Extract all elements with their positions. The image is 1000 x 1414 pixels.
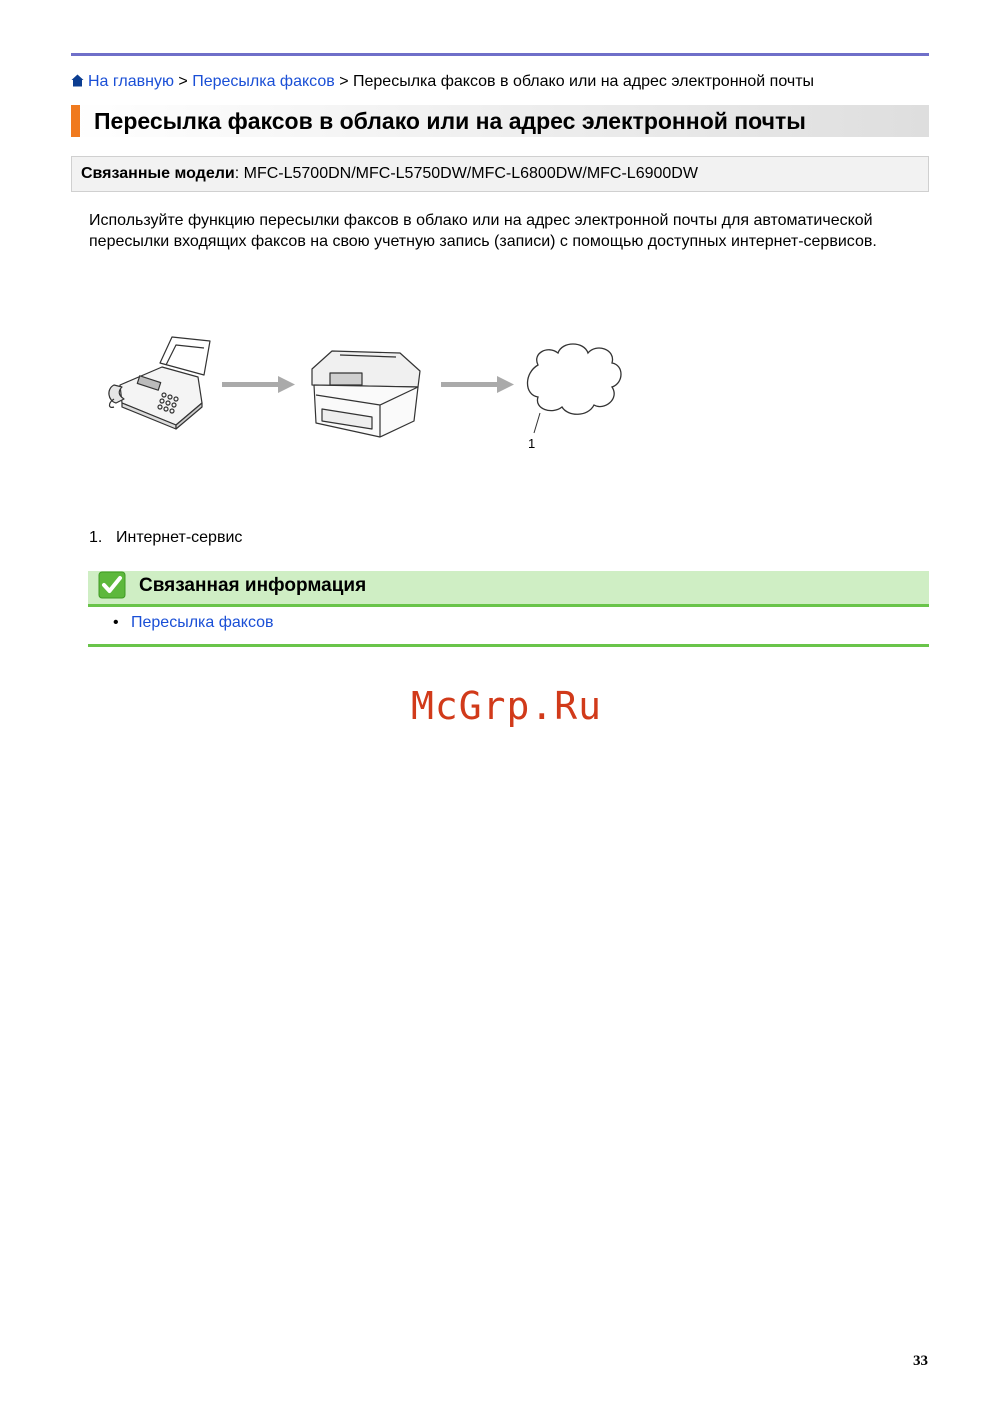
list-bullet: • (113, 614, 119, 631)
page-number: 33 (913, 1353, 928, 1369)
related-models-label: Связанные модели (81, 165, 235, 182)
intro-text: Используйте функцию пересылки факсов в облако или на адрес электронной почты для автоматической пересылки входящих факсов на свою учетную запись (записи) с помощью доступных интернет-сервисов. (89, 212, 877, 250)
legend-text: Интернет-сервис (116, 529, 243, 546)
fax-machine-icon (109, 337, 210, 429)
list-item (113, 613, 274, 633)
arrow-right-icon (441, 376, 514, 393)
fax-forwarding-diagram (100, 325, 660, 465)
legend-number: 1. (89, 529, 103, 546)
related-info-header (88, 571, 929, 607)
related-link-fax-forwarding[interactable]: Пересылка факсов (131, 614, 274, 631)
breadcrumb-home-link[interactable]: На главную (88, 73, 174, 90)
breadcrumb-separator: > (178, 73, 188, 90)
breadcrumb-current: Пересылка факсов в облако или на адрес электронной почты (353, 73, 815, 90)
title-accent-bar (71, 105, 80, 137)
page-title: Пересылка факсов в облако или на адрес электронной почты (94, 108, 806, 134)
related-models-value: : MFC-L5700DN/MFC-L5750DW/MFC-L6800DW/MFC-L6900DW (234, 165, 698, 182)
cloud-callout-number: 1 (528, 436, 536, 451)
printer-icon (312, 351, 420, 437)
arrow-right-icon (222, 376, 295, 393)
diagram-legend (89, 528, 242, 548)
cloud-icon (528, 344, 622, 433)
intro-paragraph (89, 210, 929, 252)
related-models-box (71, 156, 929, 192)
related-info-heading: Связанная информация (139, 575, 367, 596)
checkmark-icon (98, 571, 126, 599)
watermark: McGrp.Ru (410, 684, 603, 728)
home-icon[interactable] (71, 74, 84, 87)
breadcrumb-separator: > (339, 73, 349, 90)
related-info-bottom-rule (88, 644, 929, 647)
breadcrumb (71, 72, 814, 92)
related-info-list (113, 613, 274, 633)
breadcrumb-fax-forwarding-link[interactable]: Пересылка факсов (192, 73, 335, 90)
page-title-bar (71, 105, 929, 137)
top-rule (71, 53, 929, 56)
